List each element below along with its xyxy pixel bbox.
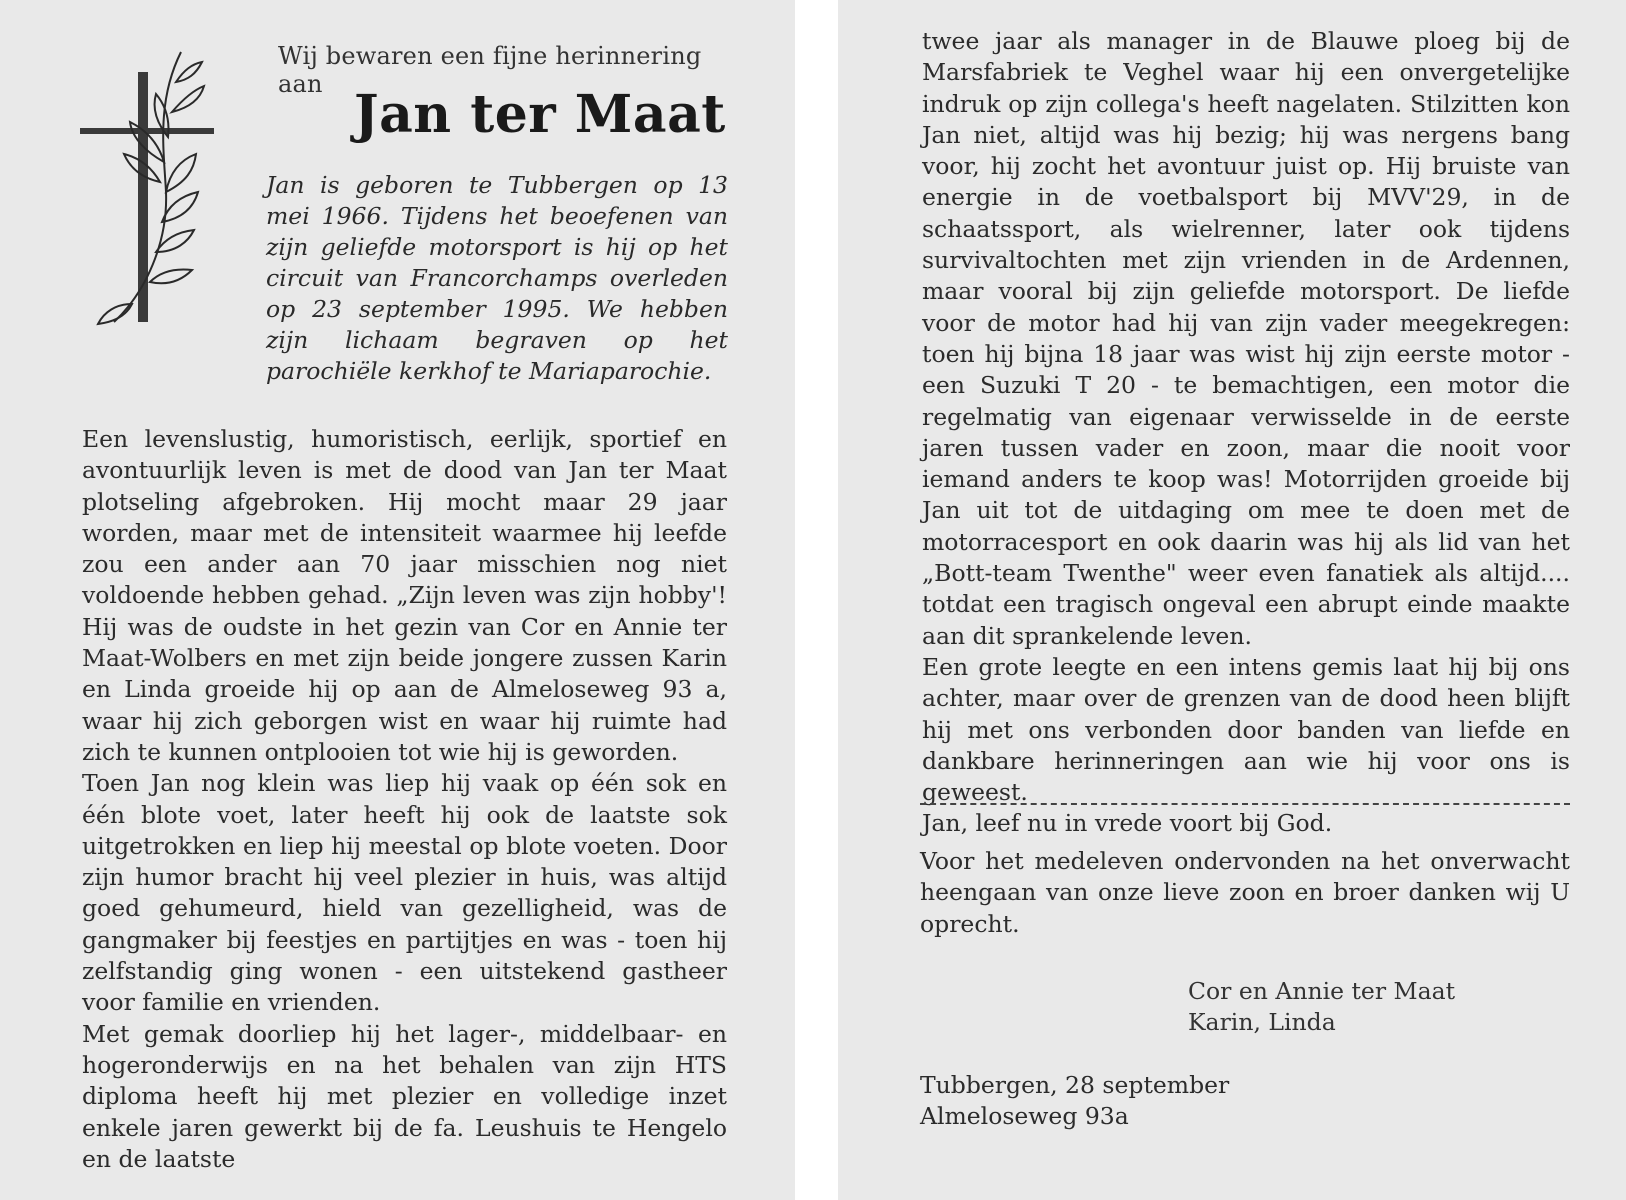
- dashed-divider: [920, 803, 1570, 805]
- address: Almeloseweg 93a: [920, 1102, 1129, 1130]
- paragraph: Met gemak doorliep hij het lager-, middelbaar- en hogeronderwijs en na het behalen van zijn HTS diploma heeft hij met plezier en volledige inzet enkele jaren gewerkt bij de fa. Leushuis te Hengelo en de laatste: [82, 1019, 727, 1173]
- signer-parents: Cor en Annie ter Maat: [1188, 977, 1456, 1005]
- cross-with-branch-icon: [76, 42, 226, 342]
- paragraph: Jan, leef nu in vrede voort bij God.: [922, 809, 1333, 838]
- page-gutter: [795, 0, 838, 1200]
- paragraph: Een grote leegte en een intens gemis laat hij bij ons achter, maar over de grenzen van de dood heen blijft hij met ons verbonden door banden van liefde en dankbare herinneringen aan wie hij voor ons is geweest.: [922, 652, 1570, 807]
- thanks-message: Voor het medeleven ondervonden na het onverwacht heengaan van onze lieve zoon en broer danken wij U oprecht.: [920, 847, 1570, 938]
- right-body-text: [922, 26, 1570, 840]
- deceased-name: Jan ter Maat: [354, 84, 726, 145]
- place-date: Tubbergen, 28 september: [920, 1071, 1230, 1099]
- place-and-address: [920, 1070, 1320, 1132]
- left-body-text: [82, 424, 727, 1175]
- signer-siblings: Karin, Linda: [1188, 1008, 1336, 1036]
- signers: [1188, 976, 1548, 1038]
- header-intro: Wij bewaren een fijne herinnering aan: [278, 42, 702, 98]
- paragraph: twee jaar als manager in de Blauwe ploeg bij de Marsfabriek te Veghel waar hij een onvergetelijke indruk op zijn collega's heeft nagelaten. Stilzitten kon Jan niet, altijd was hij bezig; hij was nergens bang voor, hij zocht het avontuur juist op. Hij bruiste van energie in de voetbalsport bij MVV'29, in de schaatssport, als wielrenner, later ook tijdens survivaltochten met zijn vrienden in de Ardennen, maar vooral bij zijn geliefde motorsport. De liefde voor de motor had hij van zijn vader meegekregen: toen hij bijna 18 jaar was wist hij zijn eerste motor - een Suzuki T 20 - te bemachtigen, een motor die regelmatig van eigenaar verwisselde in de eerste jaren tussen vader en zoon, maar die nooit voor iemand anders te koop was! Motorrijden groeide bij Jan uit tot de uitdaging om mee te doen met de motorracesport en ook daarin was hij als lid van het „Bott-team Twenthe" weer even fanatiek als altijd.... totdat een tragisch ongeval een abrupt einde maakte aan dit sprankelende leven.: [922, 27, 1570, 650]
- biography-summary: Jan is geboren te Tubbergen op 13 mei 1966. Tijdens het beoefenen van zijn geliefde motorsport is hij op het circuit van Francorchamps overleden op 23 september 1995. We hebben zijn lichaam begraven op het parochiële kerkhof te Mariaparochie.: [266, 171, 728, 385]
- paragraph: Toen Jan nog klein was liep hij vaak op één sok en één blote voet, later heeft hij ook de laatste sok uitgetrokken en liep hij meestal op blote voeten. Door zijn humor bracht hij veel plezier in huis, was altijd goed gehumeurd, hield van gezelligheid, was de gangmaker bij feestjes en partijtjes en was - toen hij zelfstandig ging wonen - een uitstekend gastheer voor familie en vrienden.: [82, 769, 727, 1017]
- paragraph: Een levenslustig, humoristisch, eerlijk, sportief en avontuurlijk leven is met de dood van Jan ter Maat plotseling afgebroken. Hij mocht maar 29 jaar worden, maar met de intensiteit waarmee hij leefde zou een ander aan 70 jaar misschien nog niet voldoende hebben gehad. „Zijn leven was zijn hobby'! Hij was de oudste in het gezin van Cor en Annie ter Maat-Wolbers en met zijn beide jongere zussen Karin en Linda groeide hij op aan de Almeloseweg 93 a, waar hij zich geborgen wist en waar hij ruimte had zich te kunnen ontplooien tot wie hij is geworden.: [82, 425, 727, 766]
